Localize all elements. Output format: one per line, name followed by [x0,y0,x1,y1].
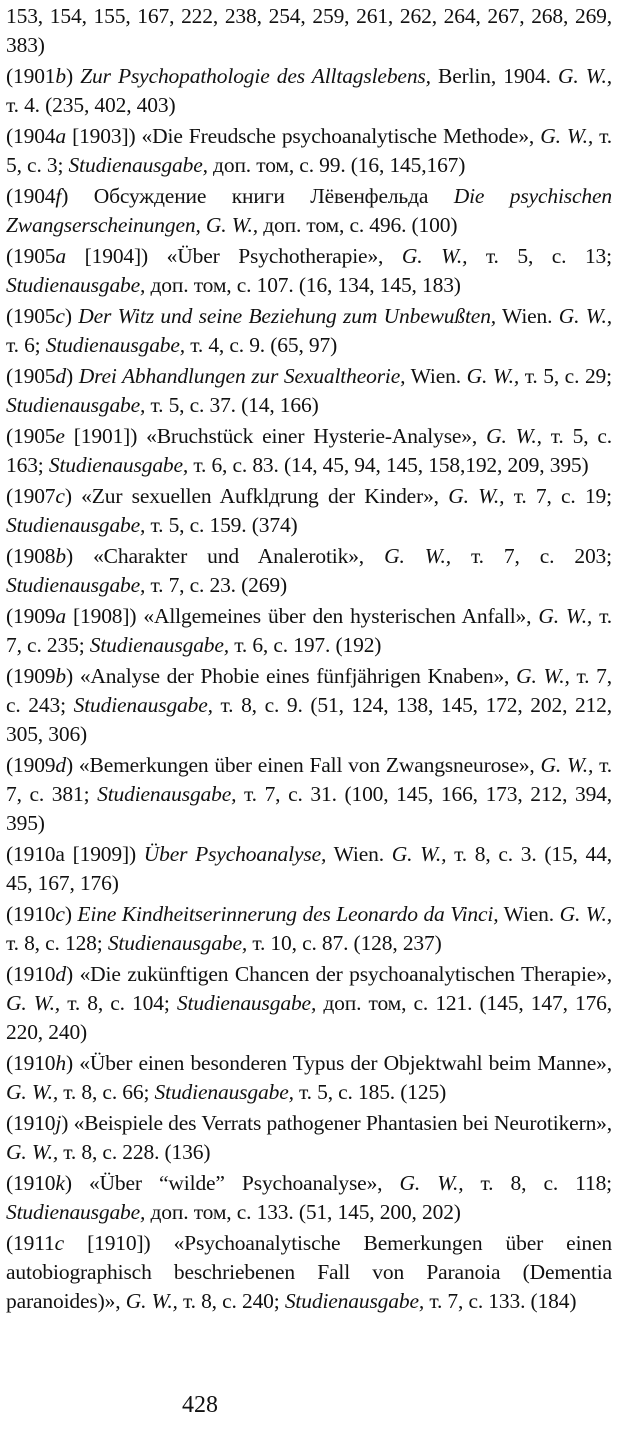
entry-italic-text: Studienausgabe, [45,333,186,357]
entry-text: [1903]) «Die Freudsche psychoanalytische Methode», [66,124,541,148]
bibliography-entry [6,182,612,240]
entry-text: т. 4, с. 9. (65, 97) [185,333,338,357]
entry-italic-text: e [55,424,65,448]
entry-text: (1910 [6,1111,56,1135]
entry-italic-text: Der Witz und seine Beziehung zum Unbewußten, [78,304,497,328]
entry-text: (1905 [6,364,56,388]
bibliography-entry [6,242,612,300]
entry-text: доп. том, с. 496. (100) [257,213,458,237]
entry-text: т. 7, с. 23. (269) [145,573,287,597]
entry-text: ) «Die zukünftigen Chancen der psychoanalytischen Therapie», [66,962,612,986]
entry-text: ) [64,304,79,328]
entry-italic-text: c [55,902,65,926]
entry-text: т. 8, с. 228. (136) [58,1140,211,1164]
entry-italic-text: G. W., [538,604,593,628]
bibliography-entry [6,542,612,600]
entry-text: доп. том, с. 121. (145, 147, 176, 220, 240) [6,991,613,1044]
entry-text: доп. том, с. 133. (51, 145, 200, 202) [145,1200,461,1224]
bibliography-entry [6,1169,612,1227]
entry-text: [1910]) «Psychoanalytische Bemerkungen über einen autobiographisch beschriebenen Fall von Paranoia (Dementia paranoides)», [6,1231,612,1313]
entry-text: Wien. [496,304,559,328]
entry-italic-text: Eine Kindheitserinnerung des Leonardo da Vinci, [77,902,499,926]
entry-text: т. 6; [6,333,46,357]
entry-italic-text: a [55,244,67,268]
entry-text: rung der Kinder», [279,484,449,508]
bibliography-entry [6,1049,612,1107]
entry-italic-text: d [55,753,67,777]
entry-text: (1901 [6,64,56,88]
entry-italic-text: G. W., [540,753,594,777]
entry-italic-text: j [55,1111,62,1135]
entry-italic-text: Studienausgabe, [48,453,189,477]
entry-italic-text: G. W., [6,991,61,1015]
entry-text: ) «Analyse der Phobie eines fünfjährigen Knaben», [66,664,517,688]
entry-italic-text: d [55,364,67,388]
bibliography-entry [6,900,612,958]
entry-italic-text: Studienausgabe, [68,153,208,177]
entry-italic-text: G. W., [448,484,505,508]
entry-text: т. 8, с. 9. (51, 124, 138, 145, 172, 202, 212, 305, 306) [6,693,612,746]
entry-italic-text: a [55,604,67,628]
entry-italic-text: Drei Abhandlungen zur Sexualtheorie, [78,364,406,388]
entry-text: доп. том, с. 99. (16, 145,167) [207,153,466,177]
entry-text: Wien. [405,364,467,388]
entry-text: т. 7, с. 31. (100, 145, 166, 173, 212, 394, 395) [6,782,612,835]
entry-text: т. 10, с. 87. (128, 237) [247,931,442,955]
bibliography-entry [6,422,612,480]
entry-italic-text: c [55,304,65,328]
entry-text: (1910 [6,1171,56,1195]
entry-text: т. 7, с. 203; [450,544,612,568]
bibliography-page [6,2,612,1318]
entry-text: (1904 [6,184,56,208]
entry-italic-text: Studienausgabe, [6,393,146,417]
entry-text: (1908 [6,544,56,568]
bibliography-entry [6,482,612,540]
entry-text: ) «Zur sexuellen Aufkl [64,484,270,508]
entry-text: т. 8, с. 128; [6,931,108,955]
entry-text: т. 8, с. 66; [58,1080,155,1104]
entry-text: (1910 [6,962,56,986]
entry-italic-text: Studienausgabe, [176,991,317,1015]
entry-italic-text: f [55,184,62,208]
entry-italic-text: Studienausgabe, [6,273,146,297]
bibliography-entry [6,122,612,180]
entry-italic-text: b [55,544,67,568]
bibliography-entry [6,602,612,660]
entry-text: ) «Über einen besonderen Typus der Objektwahl beim Manne», [66,1051,612,1075]
entry-italic-text: k [55,1171,65,1195]
entry-text: (1909 [6,604,56,628]
entry-italic-text: G. W., [558,64,612,88]
entry-text: ) [66,64,81,88]
entry-text: (1910 [6,902,56,926]
entry-italic-text: a [55,124,67,148]
entry-text: т. 7, с. 133. (184) [424,1289,577,1313]
entry-text: ) «Beispiele des Verrats pathogener Phantasien bei Neurotikern», [61,1111,612,1135]
entry-text: (1905 [6,244,56,268]
entry-text: ) [66,364,79,388]
entry-italic-text: Studienausgabe, [73,693,213,717]
entry-italic-text: G. W., [559,902,612,926]
entry-text: (1905 [6,304,56,328]
entry-text: т. 5, с. 3; [6,124,612,177]
entry-text: (1911 [6,1231,55,1255]
entry-text: 153, 154, 155, 167, 222, 238, 254, 259, 261, 262, 264, 267, 268, 269, 383) [6,4,612,57]
entry-italic-text: Studienausgabe, [89,633,230,657]
entry-text: т. 8, с. 3. (15, 44, 45, 167, 176) [6,842,612,895]
entry-text: т. 8, с. 240; [177,1289,285,1313]
entry-text: (1905 [6,424,56,448]
bibliography-entry [6,662,612,749]
entry-text: Berlin, 1904. [430,64,558,88]
entry-italic-text: G. W., [466,364,520,388]
entry-italic-text: Studienausgabe, [6,513,146,537]
entry-text: т. 5, с. 13; [467,244,612,268]
entry-text: т. 5, с. 37. (14, 166) [145,393,319,417]
entry-text: ) [64,902,78,926]
entry-italic-text: G. W., [384,544,451,568]
entry-text: [1908]) «Allgemeines über den hysterischen Anfall», [66,604,539,628]
entry-text: (1910a [1909]) [6,842,144,866]
entry-text: Wien. [326,842,392,866]
entry-italic-text: Zur Psychopathologie des Alltagslebens, [80,64,431,88]
entry-italic-text: G. W., [558,304,612,328]
entry-text: ) «Über “wilde” Psychoanalyse», [64,1171,400,1195]
entry-italic-text: h [55,1051,67,1075]
bibliography-entry [6,751,612,838]
bibliography-entry [6,62,612,120]
entry-text: (1907 [6,484,56,508]
entry-text: (1910 [6,1051,56,1075]
entry-text: доп. том, с. 107. (16, 134, 145, 183) [145,273,461,297]
entry-italic-text: Studienausgabe, [107,931,248,955]
entry-italic-text: c [55,484,65,508]
entry-italic-text: G. W., [401,244,468,268]
entry-italic-text: Über Psychoanalyse, [143,842,327,866]
entry-italic-text: Studienausgabe, [97,782,237,806]
entry-italic-text: d [55,962,67,986]
bibliography-entry [6,2,612,60]
entry-text: т. 4. (235, 402, 403) [6,93,176,117]
entry-italic-text: Die psychischen Zwangserscheinungen, G. W., [6,184,613,237]
entry-text: т. 7, с. 243; [6,664,612,717]
entry-italic-text: b [55,64,67,88]
entry-italic-text: G. W., [391,842,447,866]
entry-italic-text: G. W., [125,1289,178,1313]
entry-text: т. 7, с. 19; [504,484,612,508]
entry-italic-text: Studienausgabe, [6,1200,146,1224]
entry-italic-text: G. W., [540,124,594,148]
entry-italic-text: b [55,664,67,688]
entry-text: т. 5, с. 185. (125) [293,1080,447,1104]
entry-italic-text: Studienausgabe, [154,1080,294,1104]
entry-italic-text: Studienausgabe, [6,573,146,597]
bibliography-entry [6,1109,612,1167]
entry-text: т. 7, с. 381; [6,753,612,806]
entry-text: т. 8, с. 104; [60,991,177,1015]
entry-text: т. 5, с. 29; [519,364,612,388]
entry-italic-text: G. W., [486,424,542,448]
entry-text: д [269,484,280,508]
entry-text: Wien. [498,902,560,926]
entry-text: т. 5, с. 163; [6,424,612,477]
entry-italic-text: G. W., [6,1080,59,1104]
entry-italic-text: G. W., [6,1140,59,1164]
bibliography-entry [6,362,612,420]
entry-text: т. 6, с. 197. (192) [229,633,382,657]
entry-text: т. 5, с. 159. (374) [145,513,298,537]
entry-text: (1909 [6,664,56,688]
bibliography-entry [6,302,612,360]
entry-text: (1904 [6,124,56,148]
entry-text: [1901]) «Bruchstück einer Hysterie-Analyse», [64,424,487,448]
entry-text: [1904]) «Über Psychotherapie», [66,244,402,268]
entry-italic-text: c [54,1231,65,1255]
bibliography-entry [6,960,612,1047]
entry-text: т. 6, с. 83. (14, 45, 94, 145, 158,192, 209, 395) [188,453,589,477]
entry-text: ) «Charakter und Analerotik», [66,544,385,568]
bibliography-entry [6,840,612,898]
entry-text: т. 8, с. 118; [463,1171,612,1195]
entry-text: ) «Bemerkungen über einen Fall von Zwangsneurose», [66,753,541,777]
bibliography-entry [6,1229,612,1316]
entry-text: ) Обсуждение книги Лёвенфельда [61,184,454,208]
entry-italic-text: Studienausgabe, [284,1289,425,1313]
entry-text: т. 7, с. 235; [6,604,612,657]
page-number: 428 [182,1392,218,1418]
entry-text: (1909 [6,753,56,777]
entry-italic-text: G. W., [399,1171,464,1195]
entry-italic-text: G. W., [516,664,570,688]
bibliography-list [6,2,612,1316]
